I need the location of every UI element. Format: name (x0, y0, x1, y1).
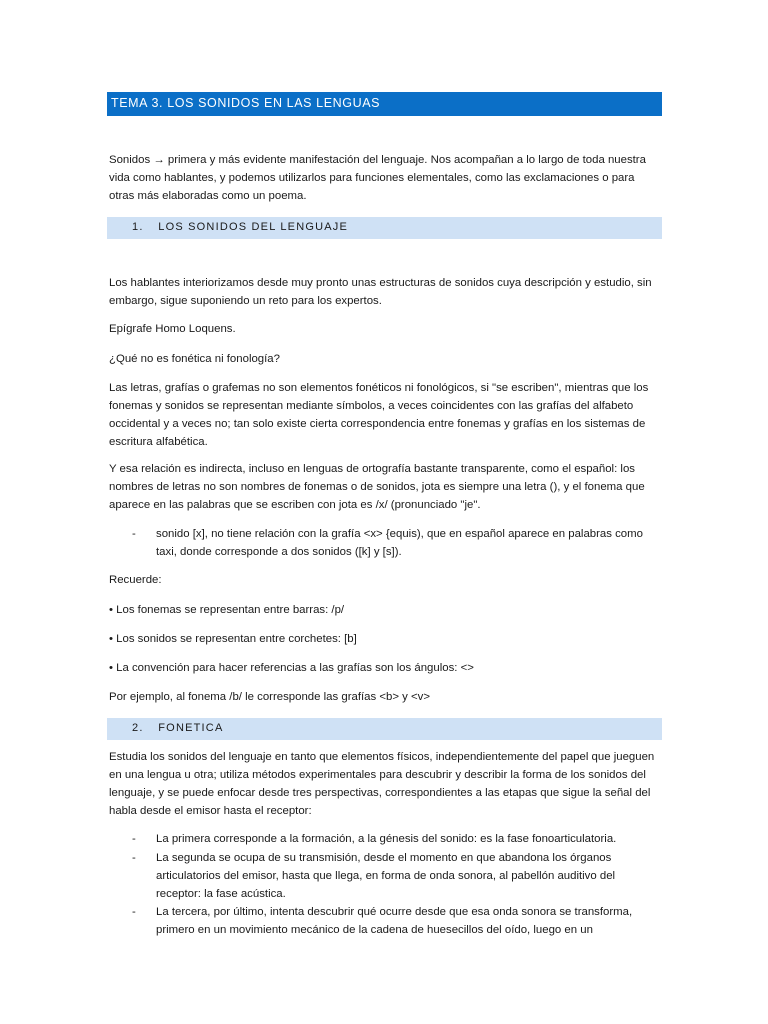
section-number: 2. (132, 722, 144, 734)
list-item-text: La segunda se ocupa de su transmisión, desde el momento en que abandona los órganos articulatorios del emisor, hasta que llega, en forma de onda sonora, al pabellón auditivo del receptor: la fase acústica. (156, 852, 616, 900)
list-item (132, 849, 662, 903)
paragraph: ¿Qué no es fonética ni fonología? (109, 353, 280, 365)
bullet-item: • Los fonemas se representan entre barras: /p/ (109, 604, 345, 616)
document-title: TEMA 3. LOS SONIDOS EN LAS LENGUAS (107, 92, 662, 116)
paragraph: Los hablantes interiorizamos desde muy pronto unas estructuras de sonidos cuya descripción y estudio, sin embargo, sigue suponiendo un reto para los expertos. (109, 277, 652, 307)
recuerde-label: Recuerde: (109, 574, 162, 586)
bullet-item: • Los sonidos se representan entre corchetes: [b] (109, 633, 357, 645)
paragraph: Epígrafe Homo Loquens. (109, 323, 236, 335)
intro-paragraph: Sonidos → primera y más evidente manifestación del lenguaje. Nos acompañan a lo largo de toda nuestra vida como hablantes, y podemos utilizarlos para funciones elementales, como las exclamaciones o para otras más elaboradas como un poema. (109, 154, 646, 202)
paragraph: Estudia los sonidos del lenguaje en tanto que elementos físicos, independientemente del papel que jueguen en una lengua u otra; utiliza métodos experimentales para descubrir y describir la forma de los sonidos del lenguaje, y se puede enfocar desde tres perspectivas, correspondientes a las etapas que sigue la señal del habla desde el emisor hasta el receptor: (109, 751, 655, 817)
bullet-item: • La convención para hacer referencias a las grafías son los ángulos: <> (109, 662, 474, 674)
list-dash: - (132, 906, 136, 918)
list-item (132, 903, 662, 939)
section-title: LOS SONIDOS DEL LENGUAJE (158, 221, 349, 233)
list-item (132, 830, 662, 848)
paragraph: Las letras, grafías o grafemas no son elementos fonéticos ni fonológicos, si "se escriben", mientras que los fonemas y sonidos se representan mediante símbolos, a veces coincidentes con las grafías del alfabeto occidental y a veces no; tan solo existe cierta correspondencia entre fonemas y grafías en los sistemas de escritura alfabética. (109, 382, 649, 448)
list-dash: - (132, 852, 136, 864)
list-dash: - (132, 833, 136, 845)
list-dash: - (132, 528, 136, 540)
section-title: FONETICA (158, 722, 224, 734)
section-heading-2 (107, 718, 662, 740)
list-item-text: La tercera, por último, intenta descubrir qué ocurre desde que esa onda sonora se transforma, primero en un movimiento mecánico de la cadena de huesecillos del oído, luego en un (156, 906, 633, 936)
list-item-text: sonido [x], no tiene relación con la grafía <x> {equis), que en español aparece en palabras como taxi, donde corresponde a dos sonidos ([k] y [s]). (156, 528, 643, 558)
example-paragraph: Por ejemplo, al fonema /b/ le corresponde las grafías <b> y <v> (109, 691, 431, 703)
section-heading-1 (107, 217, 662, 239)
section-number: 1. (132, 221, 144, 233)
list-item (132, 525, 662, 561)
list-item-text: La primera corresponde a la formación, a la génesis del sonido: es la fase fonoarticulatoria. (156, 833, 617, 845)
paragraph: Y esa relación es indirecta, incluso en lenguas de ortografía bastante transparente, como el español: los nombres de letras no son nombres de fonemas o de sonidos, jota es siempre una letra (), y el fonema que aparece en las palabras que se escriben con jota es /x/ (pronunciado "je". (109, 463, 645, 511)
